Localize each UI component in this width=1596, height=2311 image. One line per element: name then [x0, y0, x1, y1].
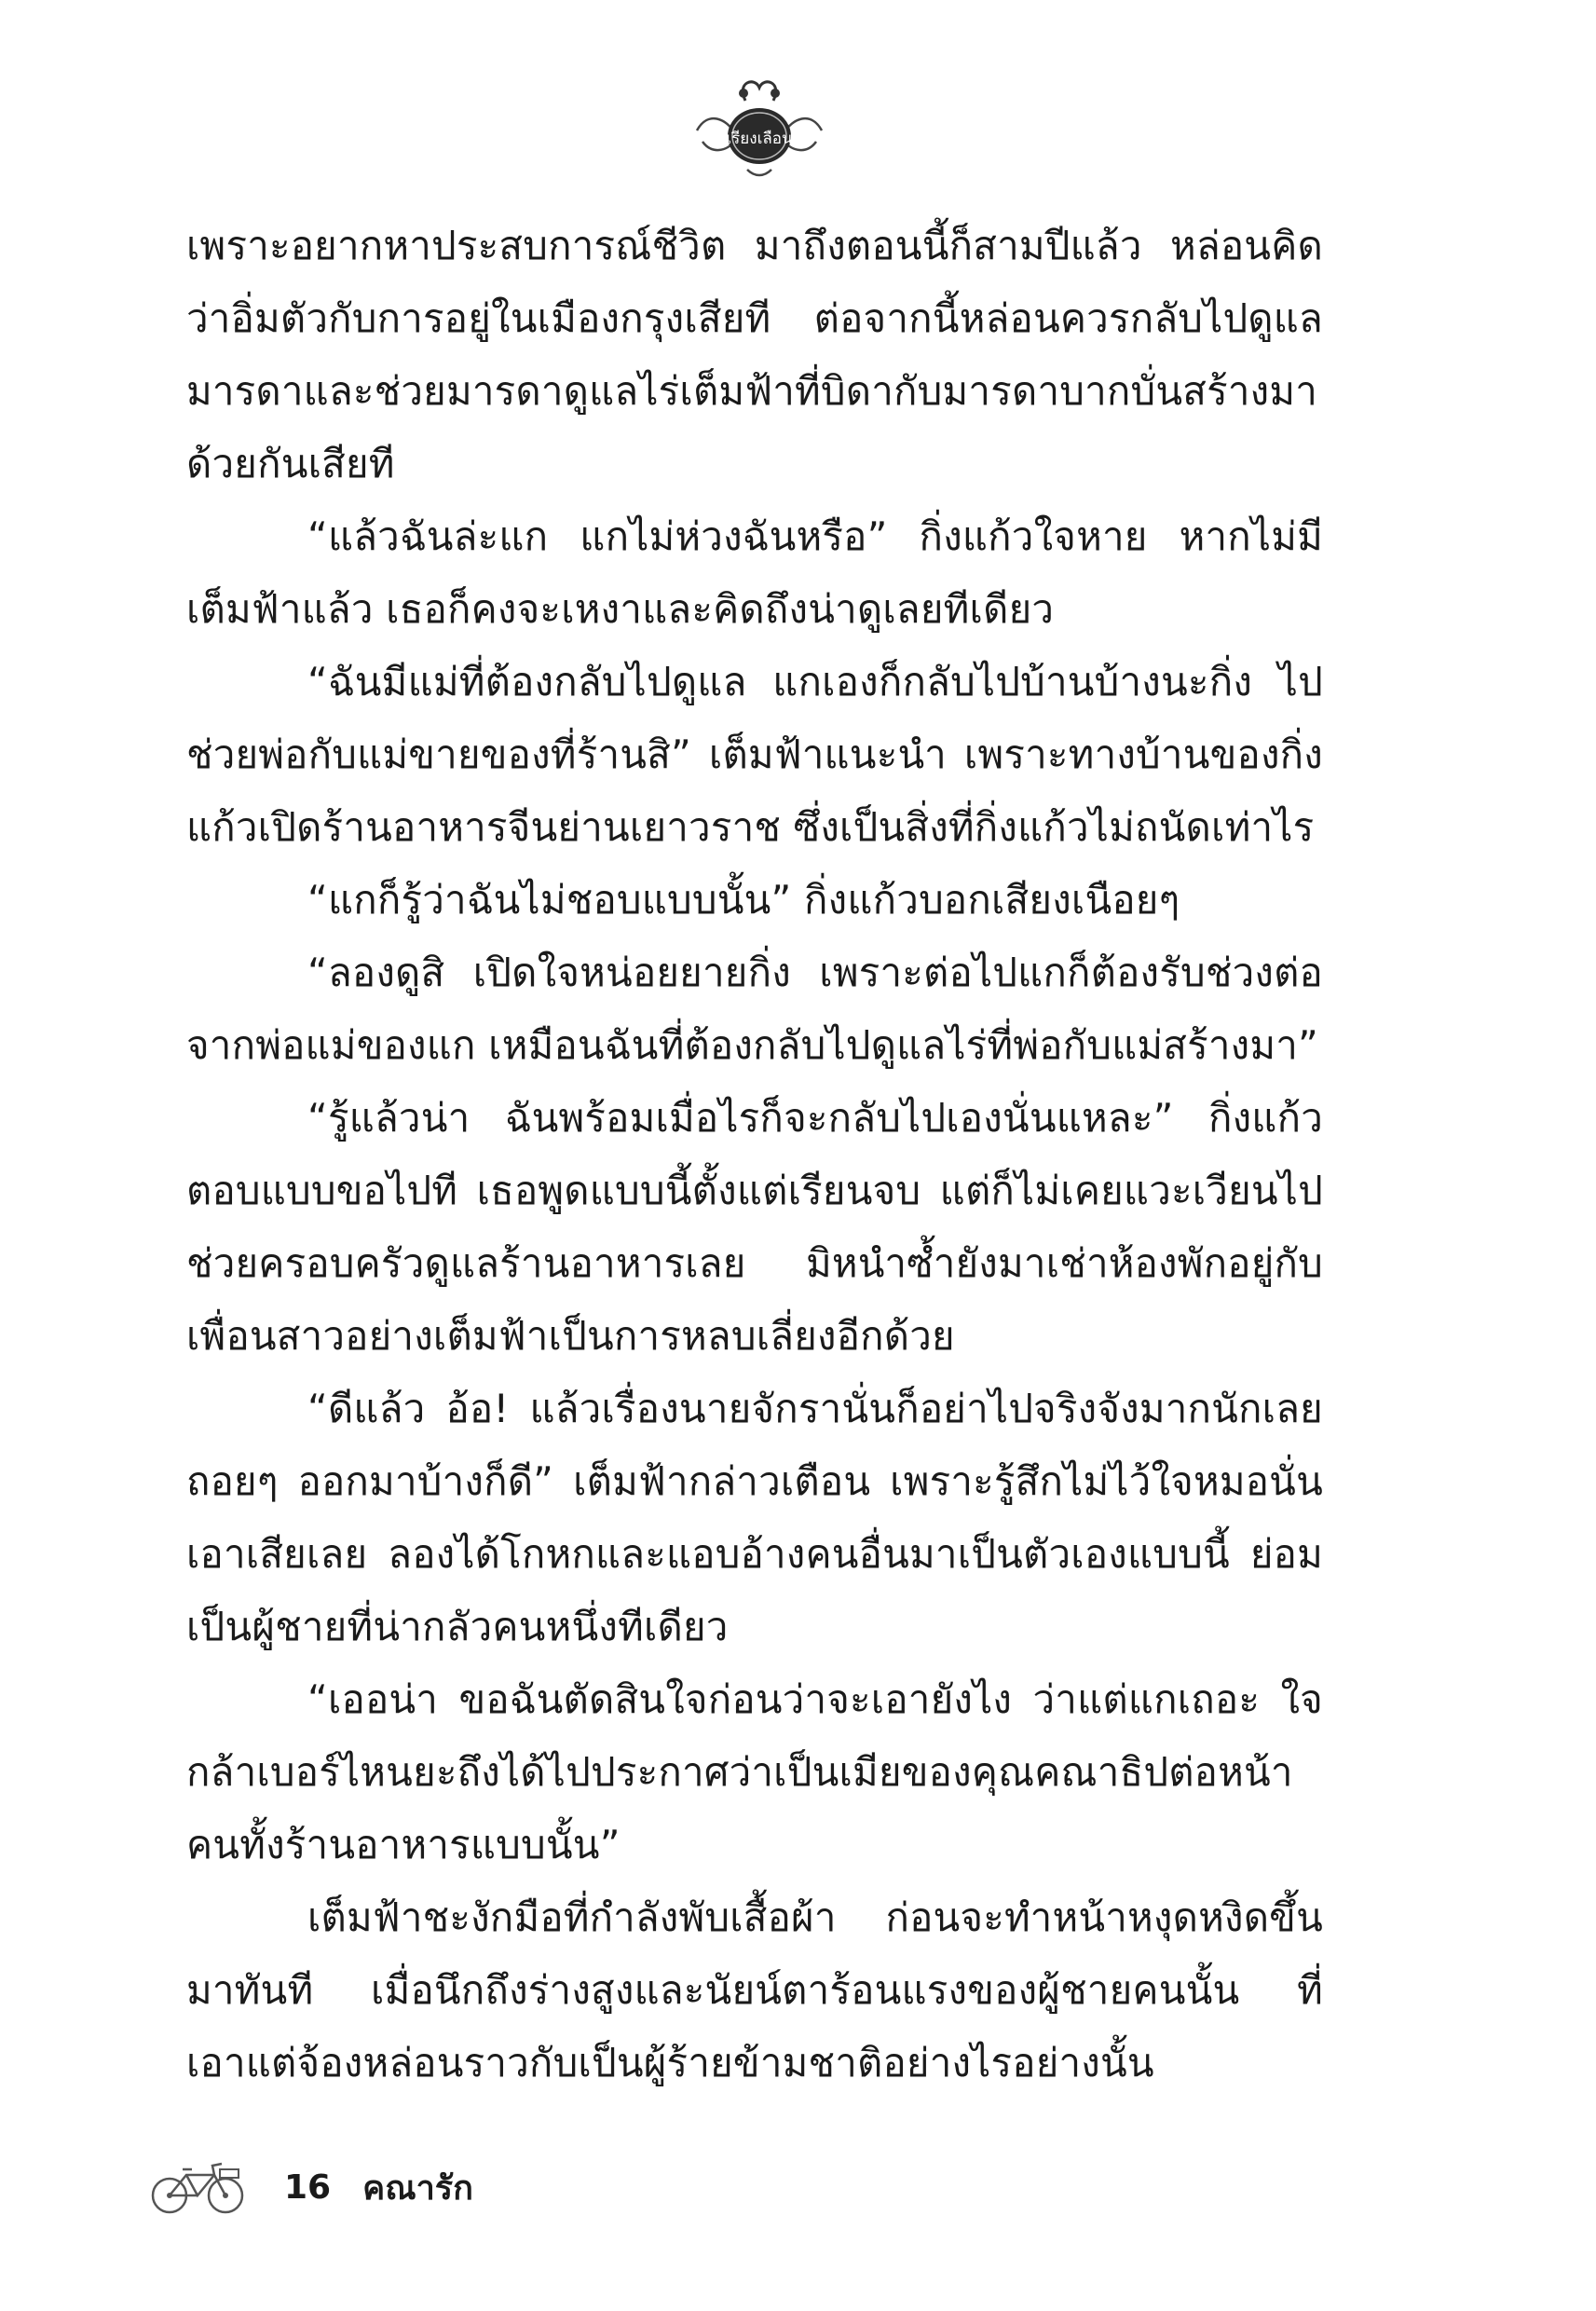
paragraph-1: เพราะอยากหาประสบการณ์ชีวิต มาถึงตอนนี้ก็สามปีแล้ว หล่อนคิดว่าอิ่มตัวกับการอยู่ในเมืองกรุงเสียที ต่อจากนี้หล่อนควรกลับไปดูแลมารดาและช่วยมารดาดูแลไร่เต็มฟ้าที่บิดากับมารดาบากบั่นสร้างมาด้วยกันเสียที	[186, 223, 1323, 486]
paragraph-7: “ดีแล้ว อ้อ! แล้วเรื่องนายจักรานั่นก็อย่าไปจริงจังมากนักเลย ถอยๆ ออกมาบ้างก็ดี” เต็มฟ้ากล่าวเตือน เพราะรู้สึกไม่ไว้ใจหมอนั่นเอาเสียเลย ลองได้โกหกและแอบอ้างคนอื่นมาเป็นตัวเองแบบนี้ ย่อมเป็นผู้ชายที่น่ากลัวคนหนึ่งทีเดียว	[186, 1386, 1323, 1649]
emblem-text: เรียงเลือน	[726, 130, 793, 148]
paragraph-4: “แกก็รู้ว่าฉันไม่ชอบแบบนั้น” กิ่งแก้วบอกเสียงเนือยๆ	[307, 877, 1180, 923]
paragraph-3: “ฉันมีแม่ที่ต้องกลับไปดูแล แกเองก็กลับไปบ้านบ้างนะกิ่ง ไปช่วยพ่อกับแม่ขายของที่ร้านสิ” เต็มฟ้าแนะนำ เพราะทางบ้านของกิ่งแก้วเปิดร้านอาหารจีนย่านเยาวราช ซึ่งเป็นสิ่งที่กิ่งแก้วไม่ถนัดเท่าไร	[186, 659, 1323, 850]
page-footer	[149, 2154, 473, 2220]
paragraph-2: “แล้วฉันล่ะแก แกไม่ห่วงฉันหรือ” กิ่งแก้วใจหาย หากไม่มีเต็มฟ้าแล้ว เธอก็คงจะเหงาและคิดถึงน่าดูเลยทีเดียว	[186, 513, 1323, 632]
paragraph-5: “ลองดูสิ เปิดใจหน่อยยายกิ่ง เพราะต่อไปแกก็ต้องรับช่วงต่อจากพ่อแม่ของแก เหมือนฉันที่ต้องกลับไปดูแลไร่ที่พ่อกับแม่สร้างมา”	[186, 950, 1323, 1068]
page-number: 16	[284, 2167, 332, 2207]
body-text	[186, 210, 1323, 2099]
book-title: คณารัก	[362, 2168, 473, 2208]
ornate-emblem-icon	[689, 73, 829, 183]
paragraph-9: เต็มฟ้าชะงักมือที่กำลังพับเสื้อผ้า ก่อนจะทำหน้าหงุดหงิดขึ้นมาทันที เมื่อนึกถึงร่างสูงและนัยน์ตาร้อนแรงของผู้ชายคนนั้น ที่เอาแต่จ้องหล่อนราวกับเป็นผู้ร้ายข้ามชาติอย่างไรอย่างนั้น	[186, 1894, 1323, 2085]
bicycle-icon	[149, 2158, 247, 2216]
paragraph-6: “รู้แล้วน่า ฉันพร้อมเมื่อไรก็จะกลับไปเองนั่นแหละ” กิ่งแก้วตอบแบบขอไปที เธอพูดแบบนี้ตั้งแต่เรียนจบ แต่ก็ไม่เคยแวะเวียนไปช่วยครอบครัวดูแลร้านอาหารเลย มิหนำซ้ำยังมาเช่าห้องพักอยู่กับเพื่อนสาวอย่างเต็มฟ้าเป็นการหลบเลี่ยงอีกด้วย	[186, 1095, 1323, 1359]
publisher-emblem	[689, 73, 829, 183]
paragraph-8: “เออน่า ขอฉันตัดสินใจก่อนว่าจะเอายังไง ว่าแต่แกเถอะ ใจกล้าเบอร์ไหนยะถึงได้ไปประกาศว่าเป็นเมียของคุณคณาธิปต่อหน้าคนทั้งร้านอาหารแบบนั้น”	[186, 1676, 1323, 1867]
